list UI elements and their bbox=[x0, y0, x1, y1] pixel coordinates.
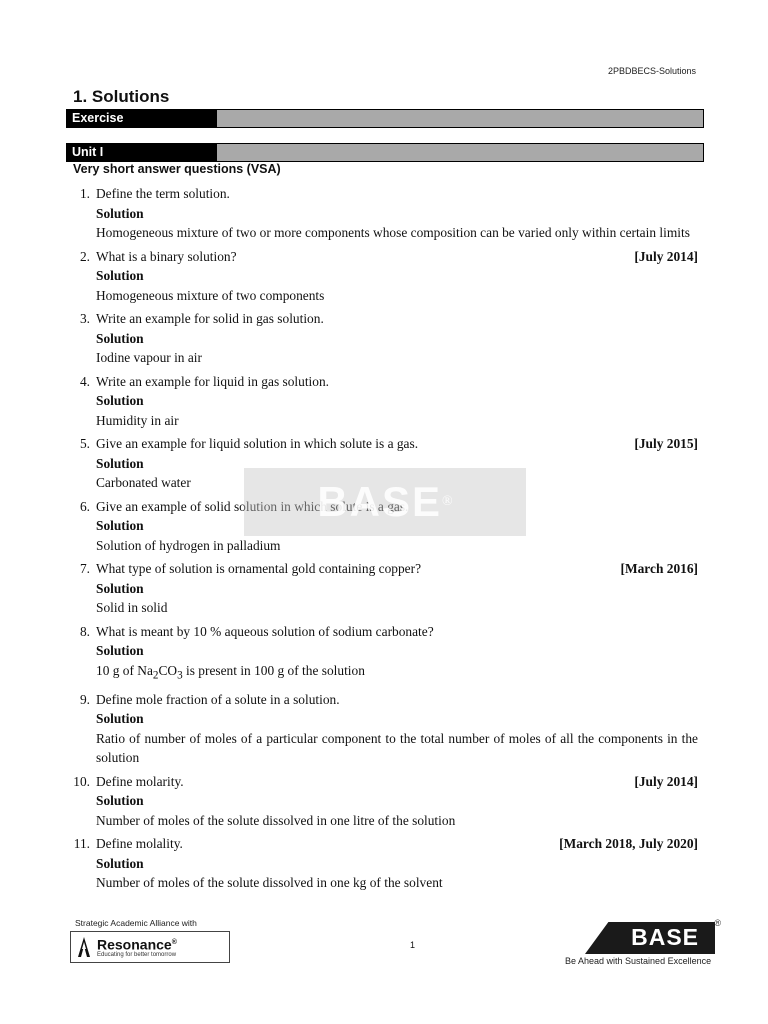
watermark-reg: ® bbox=[442, 494, 453, 509]
question-number: 5. bbox=[79, 436, 90, 451]
document-code: 2PBDBECS-Solutions bbox=[607, 66, 696, 76]
question-text: Write an example for solid in gas solution. bbox=[96, 311, 324, 326]
question-number: 4. bbox=[79, 373, 90, 389]
question-number: 6. bbox=[79, 498, 90, 514]
question-text: Define molarity. bbox=[96, 773, 184, 789]
question-number: 1. bbox=[79, 186, 90, 201]
solution-label: Solution bbox=[96, 580, 144, 596]
question-item bbox=[70, 309, 698, 368]
question-number: 9. bbox=[79, 691, 90, 707]
question-text: What is a binary solution? bbox=[96, 248, 237, 264]
question-item bbox=[70, 247, 698, 306]
resonance-logo bbox=[70, 931, 230, 963]
question-number: 2. bbox=[79, 248, 90, 264]
solution-text: Homogeneous mixture of two components bbox=[96, 287, 325, 303]
solution-text: Iodine vapour in air bbox=[96, 350, 202, 365]
resonance-name: Resonance® bbox=[97, 936, 177, 953]
resonance-tagline: Educating for better tomorrow bbox=[97, 951, 177, 958]
question-item bbox=[70, 184, 698, 243]
question-number: 11. bbox=[73, 836, 90, 852]
question-item bbox=[70, 497, 698, 556]
question-item bbox=[70, 690, 698, 768]
question-text: Write an example for liquid in gas solution. bbox=[96, 373, 330, 389]
solution-label: Solution bbox=[96, 518, 144, 533]
solution-label: Solution bbox=[96, 643, 144, 658]
bar-fill bbox=[217, 110, 703, 127]
bar-fill bbox=[217, 144, 703, 161]
question-item bbox=[70, 434, 698, 493]
exam-tag: [July 2014] bbox=[634, 248, 698, 264]
chapter-title: 1. Solutions bbox=[73, 87, 170, 106]
solution-label: Solution bbox=[96, 855, 144, 871]
question-text: Give an example for liquid solution in which solute is a gas. bbox=[96, 436, 419, 451]
question-text: What type of solution is ornamental gold containing copper? bbox=[96, 561, 422, 576]
question-number: 7. bbox=[79, 561, 90, 576]
question-number: 10. bbox=[73, 773, 90, 789]
solution-text: Solution of hydrogen in palladium bbox=[96, 537, 281, 553]
question-item bbox=[70, 772, 698, 831]
exam-tag: [March 2018, July 2020] bbox=[559, 836, 698, 852]
solution-label: Solution bbox=[96, 393, 144, 408]
solution-label: Solution bbox=[96, 711, 144, 727]
base-tagline: Be Ahead with Sustained Excellence bbox=[565, 956, 712, 966]
solution-text: Number of moles of the solute dissolved in one litre of the solution bbox=[96, 812, 456, 828]
question-number: 3. bbox=[79, 311, 90, 326]
resonance-mark-icon bbox=[77, 936, 91, 958]
base-logo-reg: ® bbox=[714, 918, 721, 928]
solution-text: Ratio of number of moles of a particular component to the total number of moles of all the components in the solution bbox=[96, 730, 698, 766]
exam-tag: [July 2014] bbox=[634, 773, 698, 789]
page-number: 1 bbox=[410, 940, 416, 950]
question-item bbox=[70, 372, 698, 431]
question-item bbox=[70, 622, 698, 686]
section-heading: Very short answer questions (VSA) bbox=[73, 162, 281, 176]
question-number: 8. bbox=[79, 623, 90, 639]
solution-text: Homogeneous mixture of two or more components whose composition can be varied only within certain limits bbox=[96, 225, 690, 240]
alliance-text: Strategic Academic Alliance with bbox=[75, 918, 197, 928]
exam-tag: [March 2016] bbox=[620, 561, 698, 576]
watermark-text: BASE bbox=[317, 478, 443, 525]
question-text: What is meant by 10 % aqueous solution of sodium carbonate? bbox=[96, 623, 434, 639]
question-text: Define molality. bbox=[96, 836, 183, 852]
question-text: Define mole fraction of a solute in a solution. bbox=[96, 691, 340, 707]
question-text: Define the term solution. bbox=[96, 186, 230, 201]
question-text: Give an example of solid solution in which solute is a gas. bbox=[96, 498, 409, 514]
solution-label: Solution bbox=[96, 330, 144, 346]
exercise-bar bbox=[66, 109, 704, 128]
solution-text: Carbonated water bbox=[96, 475, 191, 490]
unit-bar bbox=[66, 143, 704, 162]
solution-text: 10 g of $Na_2CO_3$ is present in 100 g of the solution bbox=[96, 662, 365, 682]
solution-text: Humidity in air bbox=[96, 412, 179, 428]
solution-label: Solution bbox=[96, 455, 144, 471]
question-list bbox=[70, 184, 698, 897]
unit-label: Unit I bbox=[67, 144, 217, 161]
solution-label: Solution bbox=[96, 793, 144, 809]
solution-text: Number of moles of the solute dissolved in one kg of the solvent bbox=[96, 875, 443, 891]
question-item bbox=[70, 834, 698, 893]
base-logo-text: BASE bbox=[631, 924, 699, 950]
question-item bbox=[70, 559, 698, 618]
solution-label: Solution bbox=[96, 268, 144, 283]
solution-label: Solution bbox=[96, 205, 144, 221]
base-logo bbox=[565, 918, 725, 956]
exercise-label: Exercise bbox=[67, 110, 217, 127]
exam-tag: [July 2015] bbox=[634, 436, 698, 451]
solution-text: Solid in solid bbox=[96, 600, 168, 615]
